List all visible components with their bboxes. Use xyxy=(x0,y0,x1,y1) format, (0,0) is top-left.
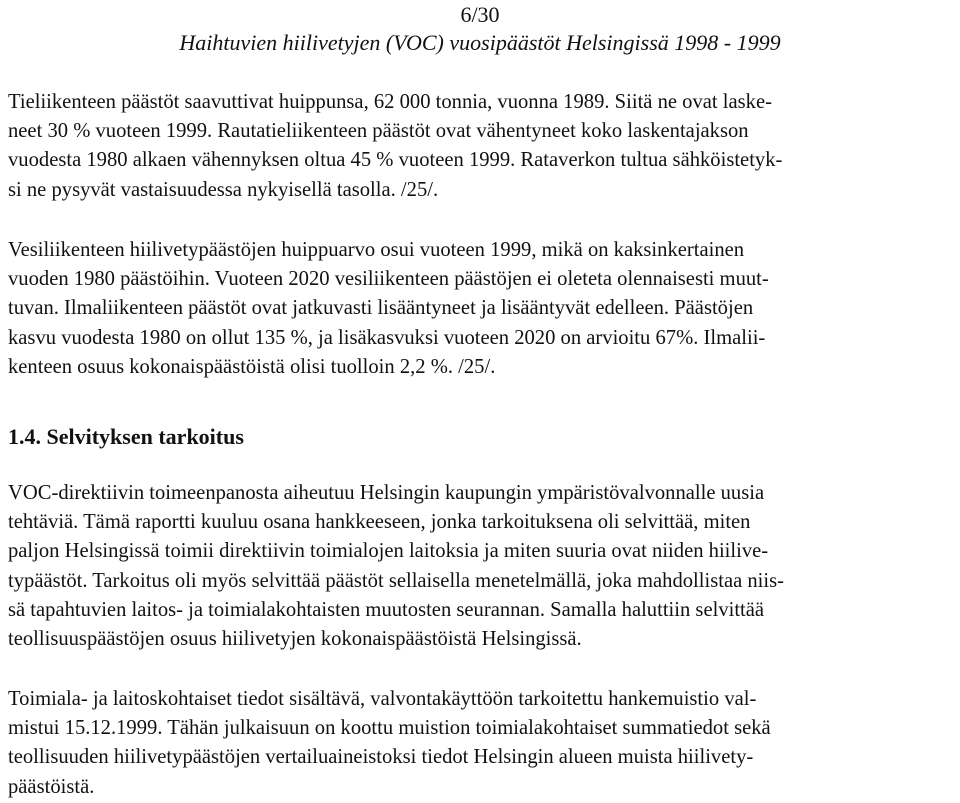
text-line: Toimiala- ja laitoskohtaiset tiedot sisältävä, valvontakäyttöön tarkoitettu hankemuistio val- xyxy=(8,688,757,710)
text-line: sä tapahtuvien laitos- ja toimialakohtaisten muutosten seurannan. Samalla haluttiin selvittää xyxy=(8,598,765,621)
text-line: tehtäviä. Tämä raportti kuuluu osana hankkeeseen, jonka tarkoituksena oli selvittää, miten xyxy=(8,511,751,534)
text-line: tuvan. Ilmaliikenteen päästöt ovat jatkuvasti lisääntyneet ja lisääntyvät edelleen. Päästöjen xyxy=(8,297,754,320)
text-line: vuoden 1980 päästöihin. Vuoteen 2020 vesiliikenteen päästöjen ei oleteta olennaisesti muut- xyxy=(8,268,769,291)
text-line: typäästöt. Tarkoitus oli myös selvittää päästöt sellaisella menetelmällä, joka mahdollistaa niis- xyxy=(8,569,784,592)
text-line: teollisuuspäästöjen osuus hiilivetyjen kokonaispäästöistä Helsingissä. xyxy=(8,628,582,651)
paragraph-purpose xyxy=(8,479,953,654)
text-line: vuodesta 1980 alkaen vähennyksen oltua 45 % vuoteen 1999. Rataverkon tultua sähköistetyk- xyxy=(8,149,783,172)
text-line: kasvu vuodesta 1980 on ollut 135 %, ja lisäkasvuksi vuoteen 2020 on arvioitu 67%. Ilmalii- xyxy=(8,326,766,349)
text-line: Tieliikenteen päästöt saavuttivat huippunsa, 62 000 tonnia, vuonna 1989. Siitä ne ovat laske- xyxy=(8,91,772,113)
text-line: Vesiliikenteen hiilivetypäästöjen huippuarvo osui vuoteen 1999, mikä on kaksinkertainen xyxy=(8,239,745,261)
text-line: VOC-direktiivin toimeenpanosta aiheutuu Helsingin kaupungin ympäristövalvonnalle uusia xyxy=(8,482,765,504)
document-title: Haihtuvien hiilivetyjen (VOC) vuosipäästöt Helsingissä 1998 - 1999 xyxy=(179,30,781,55)
paragraph-water-air-traffic xyxy=(8,236,953,382)
text-line: neet 30 % vuoteen 1999. Rautatieliikenteen päästöt ovat vähentyneet koko laskentajakson xyxy=(8,120,749,143)
paragraph-memo xyxy=(8,685,953,802)
text-line: mistui 15.12.1999. Tähän julkaisuun on koottu muistion toimialakohtaiset summatiedot sekä xyxy=(8,717,771,740)
text-line: päästöistä. xyxy=(8,775,95,798)
text-line: si ne pysyvät vastaisuudessa nykyisellä tasolla. /25/. xyxy=(8,178,439,201)
text-line: paljon Helsingissä toimii direktiivin toimialojen laitoksia ja miten suuria ovat niiden hiilive- xyxy=(8,540,769,563)
text-line: teollisuuden hiilivetypäästöjen vertailuaineistoksi tiedot Helsingin alueen muista hiilivety- xyxy=(8,746,754,769)
text-line: kenteen osuus kokonaispäästöistä olisi tuolloin 2,2 %. /25/. xyxy=(8,355,496,378)
section-heading: 1.4. Selvityksen tarkoitus xyxy=(8,424,244,449)
paragraph-road-traffic xyxy=(8,88,953,205)
page-header xyxy=(0,0,960,57)
page-number: 6/30 xyxy=(460,2,500,27)
